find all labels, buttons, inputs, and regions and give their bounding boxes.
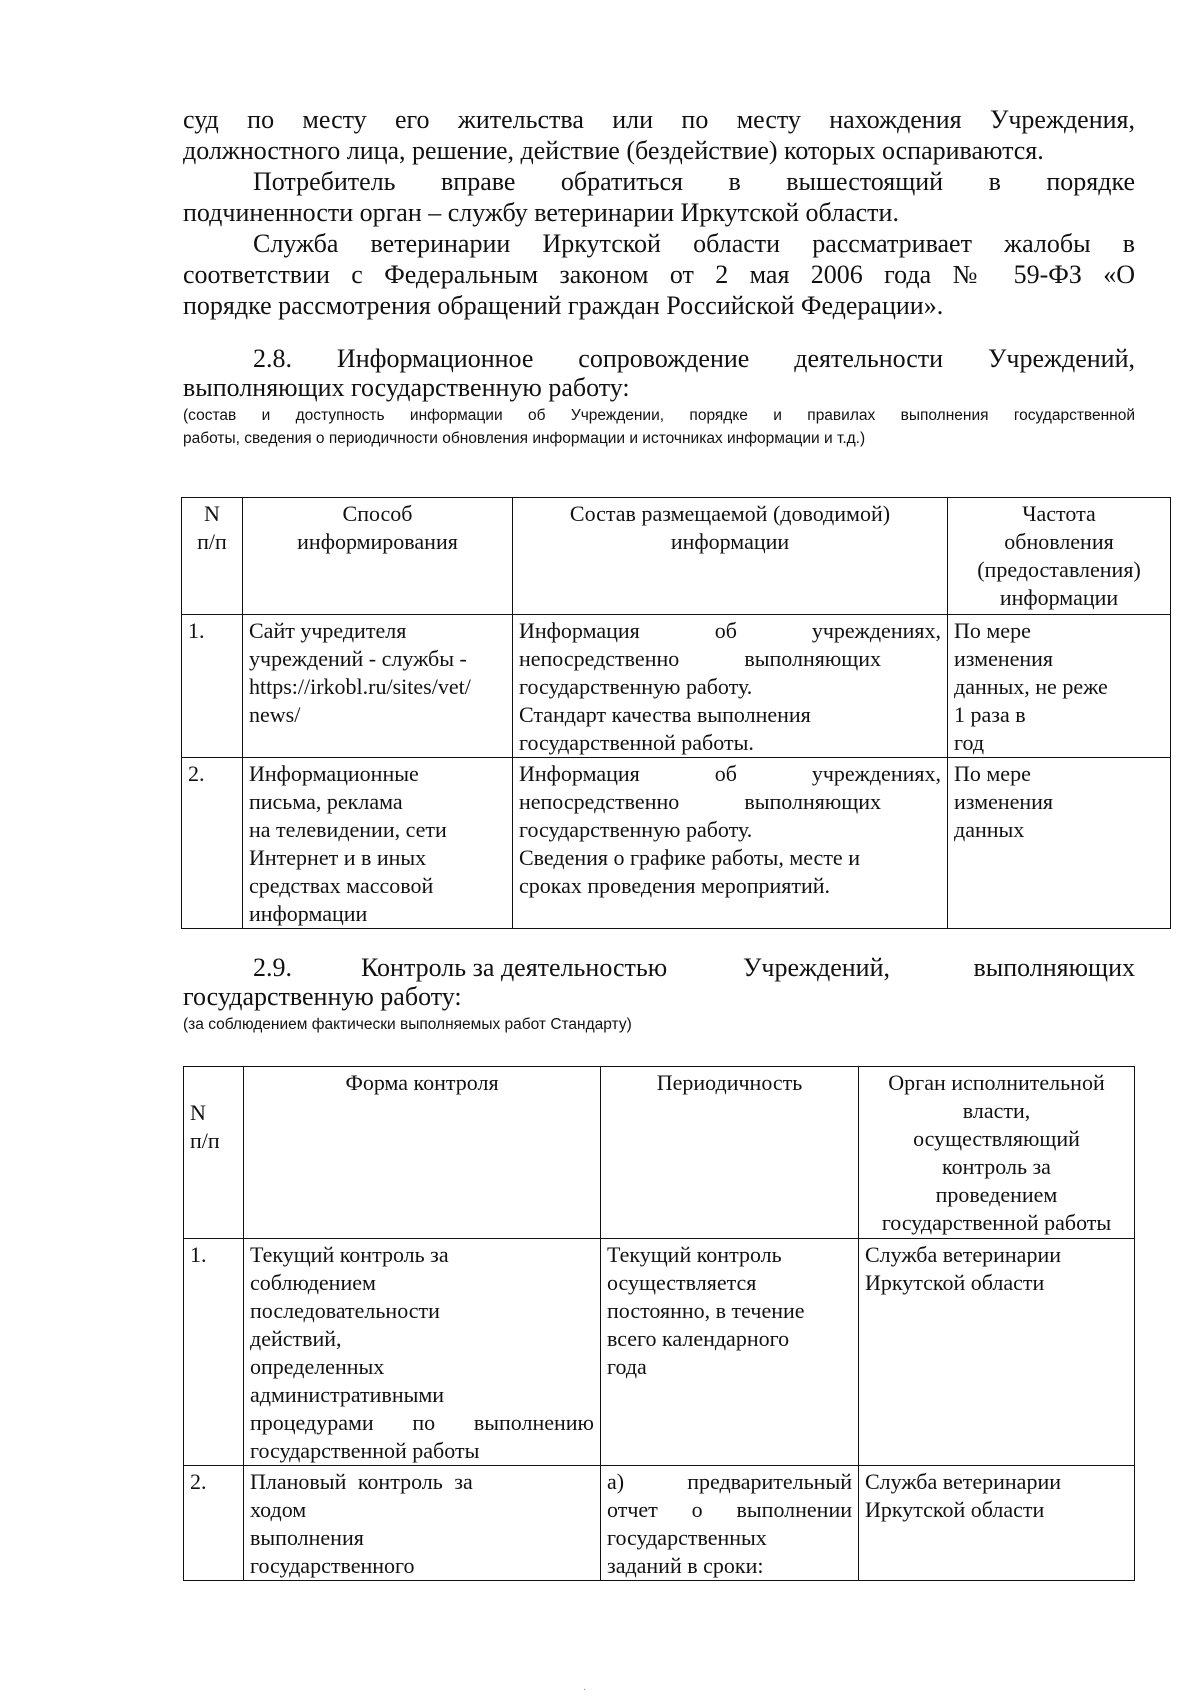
header-frequency [948,498,1171,615]
table-header-row [182,498,1171,615]
cell-line: средствах массовой [249,873,434,898]
text-line: Служба ветеринарии Иркутской области рассматривает жалобы в [253,229,1135,258]
cell-line: заданий в сроки: [607,1553,764,1578]
cell-num: 2. [182,758,243,929]
cell-line: непосредственно выполняющих [519,646,881,671]
text-line: порядке рассмотрения обращений граждан Российской Федерации». [183,291,944,320]
header-text: N [190,1100,206,1125]
heading-line: 2.8. Информационное сопровождение деятельности Учреждений, [253,344,1135,373]
table-row [184,1239,1135,1466]
paragraph-appeal-court [183,104,1135,166]
cell-line: письма, реклама [249,789,403,814]
heading-line: государственную работу: [183,982,462,1011]
cell-line: данных, не реже [954,674,1108,699]
cell-line: выполнения [250,1525,364,1550]
cell-line: на телевидении, сети [249,817,447,842]
header-num [182,498,243,615]
cell-line: Сведения о графике работы, месте и [519,845,860,870]
cell-line: Иркутской области [865,1270,1045,1295]
cell-num: 1. [184,1239,244,1466]
cell-num: 2. [184,1466,244,1581]
cell-line: государственную работу. [519,674,753,699]
control-table [183,1066,1135,1581]
text-line: должностного лица, решение, действие (бездействие) которых оспариваются. [183,136,1044,165]
cell-line: ходом [250,1497,307,1522]
site-link[interactable]: news/ [249,702,301,727]
cell-line: государственных [607,1525,767,1550]
cell-line: отчет о выполнении [607,1497,852,1522]
header-text: N [204,501,220,526]
header-text: проведением [935,1182,1058,1207]
cell-line: государственную работу. [519,817,753,842]
cell-content [513,758,948,929]
header-text: информирования [297,529,458,554]
cell-organ [859,1466,1135,1581]
cell-line: постоянно, в течение [607,1298,805,1323]
cell-line: соблюдением [250,1270,376,1295]
header-text: власти, [962,1098,1031,1123]
cell-line: По мере [954,618,1031,643]
heading-part: выполняющих [973,953,1135,982]
cell-line: информации [249,901,368,926]
cell-line: Сайт учредителя [249,618,407,643]
cell-line: определенных [250,1354,385,1379]
heading-number: 2.9. [253,953,292,982]
note-line: (состав и доступность информации об Учреждении, порядке и правилах выполнения государственной [183,407,1135,424]
cell-line: действий, [250,1326,342,1351]
cell-line: государственной работы. [519,730,754,755]
section-2-8-heading [183,344,1135,402]
cell-line: Информационные [249,761,419,786]
cell-period [601,1466,859,1581]
header-text: Состав размещаемой (доводимой) [569,501,891,526]
cell-line: государственного [250,1553,415,1578]
cell-line: а) предварительный [607,1469,852,1494]
cell-line: года [607,1354,647,1379]
cell-line: Иркутской области [865,1497,1045,1522]
cell-line: учреждений - службы - [249,646,467,671]
paragraph-complaints [183,228,1135,321]
header-method [243,498,513,615]
section-2-8-note [183,404,1135,450]
heading-line: выполняющих государственную работу: [183,373,630,402]
header-content [513,498,948,615]
cell-num: 1. [182,615,243,758]
cell-line: Плановый контроль за [250,1469,473,1494]
note-line: работы, сведения о периодичности обновления информации и источниках информации и т.д.) [183,430,866,447]
table-row [182,615,1171,758]
table-header-row [184,1067,1135,1239]
cell-frequency [948,615,1171,758]
cell-line: административными [250,1382,445,1407]
cell-organ [859,1239,1135,1466]
cell-line: Стандарт качества выполнения [519,702,811,727]
cell-line: Информация об учреждениях, [519,761,941,786]
text-line: подчиненности орган – службу ветеринарии Иркутской области. [183,198,899,227]
header-text: информации [999,585,1119,610]
note-line: (за соблюдением фактически выполняемых работ Стандарту) [183,1016,632,1033]
cell-line: По мере [954,761,1031,786]
table-row [184,1466,1135,1581]
header-text: п/п [190,1128,220,1153]
cell-line: Информация об учреждениях, [519,618,941,643]
cell-line: осуществляется [607,1270,757,1295]
cell-period [601,1239,859,1466]
heading-part: Контроль за деятельностью [361,953,668,982]
cell-line: непосредственно выполняющих [519,789,881,814]
header-text: Способ [342,501,413,526]
header-text: государственной работы [881,1210,1112,1235]
section-2-9-note [183,1013,1135,1036]
text-line: соответствии с Федеральным законом от 2 мая 2006 года № 59-ФЗ «О [183,260,1135,289]
header-num [184,1067,244,1239]
cell-line: изменения [954,789,1054,814]
header-text: (предоставления) [977,557,1141,582]
cell-line: сроках проведения мероприятий. [519,873,831,898]
cell-content [513,615,948,758]
cell-line: всего календарного [607,1326,790,1351]
header-text: информации [670,529,790,554]
cell-line: последовательности [250,1298,440,1323]
section-2-9-heading [183,953,1135,1011]
text-line: Потребитель вправе обратиться в вышестоящий в порядке [253,167,1135,196]
cell-line: Интернет и в иных [249,845,427,870]
header-period: Периодичность [601,1067,859,1239]
header-text: обновления [1004,529,1114,554]
header-text: п/п [197,529,227,554]
cell-form [244,1466,601,1581]
paragraph-higher-authority [183,166,1135,228]
site-link[interactable]: https://irkobl.ru/sites/vet/ [249,674,471,699]
cell-method [243,758,513,929]
header-text: осуществляющий [913,1126,1080,1151]
cell-frequency [948,758,1171,929]
heading-line [183,953,1135,982]
heading-part: Учреждений, [743,953,890,982]
cell-method [243,615,513,758]
cell-line: год [954,730,985,755]
cell-line: данных [954,817,1025,842]
cell-line: Текущий контроль [607,1242,782,1267]
text-line: суд по месту его жительства или по месту нахождения Учреждения, [183,105,1135,134]
cell-line: государственной работы [250,1438,480,1463]
header-text: контроль за [942,1154,1051,1179]
header-form: Форма контроля [244,1067,601,1239]
cell-line: Служба ветеринарии [865,1242,1061,1267]
info-support-table [181,497,1171,929]
cell-line: Текущий контроль за [250,1242,449,1267]
table-row [182,758,1171,929]
scan-speck: · [583,1685,587,1696]
header-text: Частота [1022,501,1096,526]
cell-line: 1 раза в [954,702,1026,727]
header-text: Орган исполнительной [888,1070,1105,1095]
cell-line: Служба ветеринарии [865,1469,1061,1494]
cell-line: процедурами по выполнению [250,1410,594,1435]
header-organ [859,1067,1135,1239]
cell-form [244,1239,601,1466]
cell-line: изменения [954,646,1054,671]
